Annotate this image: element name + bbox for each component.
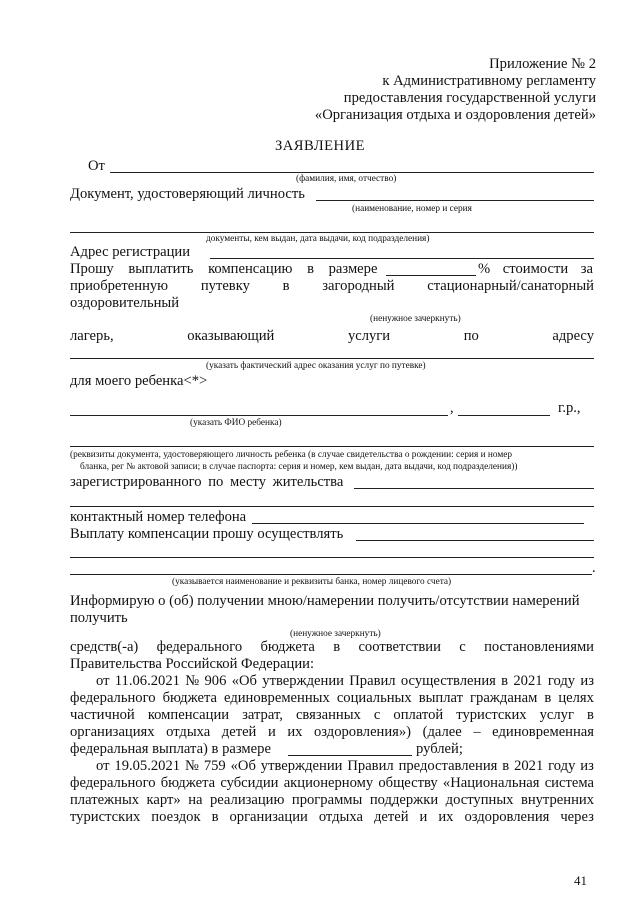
address-label: Адрес регистрации xyxy=(70,244,191,260)
word: с xyxy=(373,707,381,723)
p2-line-4 xyxy=(70,809,594,826)
word: в xyxy=(333,639,341,655)
word: с xyxy=(459,639,466,655)
word: реализацию xyxy=(209,792,285,808)
p2-line-3 xyxy=(70,792,594,809)
word: 759 xyxy=(203,758,226,774)
payment-underline-3[interactable] xyxy=(70,574,592,575)
word: их xyxy=(287,724,303,740)
amount-underline[interactable] xyxy=(288,755,412,756)
funds-line-2: Правительства Российской Федерации: xyxy=(70,656,315,672)
p1-line-3 xyxy=(70,707,594,724)
identity-doc-label: Документ, удостоверяющий личность xyxy=(70,186,305,202)
child-label: для моего ребенка<*> xyxy=(70,373,208,389)
word: единовременная xyxy=(492,724,594,740)
word: организациях xyxy=(70,724,155,740)
word: (далее xyxy=(422,724,462,740)
word: социальных xyxy=(336,690,412,706)
word: стационарный/санаторный xyxy=(427,278,594,294)
request-line-3: оздоровительный xyxy=(70,295,180,311)
appendix-service-name: «Организация отдыха и оздоровления детей» xyxy=(314,107,596,123)
identity-doc-underline[interactable] xyxy=(316,200,594,201)
payment-underline[interactable] xyxy=(356,540,594,541)
word: Правил xyxy=(349,673,396,689)
word: в xyxy=(501,673,509,689)
registered-label: зарегистрированного по месту жительства xyxy=(70,474,344,490)
word: гражданам xyxy=(470,690,538,706)
word: путевку xyxy=(200,278,250,294)
word: «Об xyxy=(230,758,256,774)
word: через xyxy=(560,809,594,825)
phone-underline[interactable] xyxy=(252,523,584,524)
word: № xyxy=(185,673,200,689)
word: бюджета xyxy=(162,690,217,706)
appendix-service: предоставления государственной услуги xyxy=(343,90,596,106)
word: «Об xyxy=(231,673,257,689)
word: – xyxy=(473,724,481,740)
word: в xyxy=(211,809,219,825)
word: акционерному xyxy=(283,775,374,791)
word: программы xyxy=(291,792,363,808)
word: внутренних xyxy=(520,792,594,808)
word: постановлениями xyxy=(484,639,594,655)
word: детей xyxy=(221,724,257,740)
word: отдыха xyxy=(318,809,363,825)
word: доступных xyxy=(445,792,514,808)
word: № xyxy=(184,758,199,774)
camp-address-underline[interactable] xyxy=(70,358,594,359)
word: от xyxy=(96,758,110,774)
p1-line-1 xyxy=(96,673,594,690)
word: система xyxy=(544,775,594,791)
word: бюджета xyxy=(260,639,315,655)
bank-hint: (указывается наименование и реквизиты банка, номер лицевого счета) xyxy=(172,577,452,587)
comma: , xyxy=(450,400,454,416)
word: платежных xyxy=(70,792,140,808)
child-name-hint: (указать ФИО ребенка) xyxy=(190,418,282,428)
registered-underline[interactable] xyxy=(354,488,594,489)
p2-line-2 xyxy=(70,775,594,792)
word: единовременных xyxy=(224,690,330,706)
word: утверждении xyxy=(260,758,343,774)
request-text-2: % стоимости за xyxy=(478,261,594,277)
strike-hint: (ненужное зачеркнуть) xyxy=(370,314,461,324)
word: от xyxy=(96,673,110,689)
word: выплат xyxy=(418,690,463,706)
word: организации xyxy=(229,809,308,825)
word: 2021 xyxy=(513,673,543,689)
word: оздоровления xyxy=(464,809,550,825)
child-birth-underline[interactable] xyxy=(458,415,550,416)
word: федерального xyxy=(156,639,243,655)
funds-line xyxy=(70,639,594,656)
phone-label: контактный номер телефона xyxy=(70,509,247,525)
word: и xyxy=(267,724,276,740)
word: карт» xyxy=(146,792,181,808)
period: . xyxy=(592,560,596,576)
document-title: ЗАЯВЛЕНИЕ xyxy=(274,138,366,154)
child-doc-hint-1: (реквизиты документа, удостоверяющего личность ребенка (в случае свидетельства о рождении: серия и номер xyxy=(70,450,512,460)
word: году xyxy=(548,758,576,774)
word: Правил xyxy=(347,758,394,774)
from-hint: (фамилия, имя, отчество) xyxy=(296,174,397,184)
word: бюджета xyxy=(160,775,216,791)
word: соответствии xyxy=(358,639,441,655)
p1-line-5b: рублей; xyxy=(416,741,463,757)
inform-line: Информирую о (об) получении мною/намерении получить/отсутствии намерений xyxy=(70,593,580,609)
word: оплатой xyxy=(393,707,444,723)
word: в xyxy=(544,690,552,706)
word: целях xyxy=(558,690,594,706)
from-label: От xyxy=(88,158,105,174)
camp-address-hint: (указать фактический адрес оказания услуг по путевке) xyxy=(206,361,426,371)
word: детей xyxy=(373,809,409,825)
p2-line-1 xyxy=(96,758,594,775)
p1-line-2 xyxy=(70,690,594,707)
word: федерального xyxy=(70,690,156,706)
word: и xyxy=(419,809,428,825)
child-name-underline[interactable] xyxy=(70,415,448,416)
identity-doc-underline-2[interactable] xyxy=(70,232,594,233)
word: услуги xyxy=(347,328,391,344)
word: утверждении xyxy=(262,673,344,689)
word: из xyxy=(580,758,594,774)
word: связанных xyxy=(295,707,361,723)
word: лагерь, xyxy=(70,328,114,344)
child-doc-hint-2: бланка, рег № актовой записи; в случае паспорта: серия и номер, кем выдан, дата выдачи, код подразделения)) xyxy=(80,462,518,472)
word: приобретенную xyxy=(70,278,169,294)
word: 11.06.2021 xyxy=(114,673,180,689)
appendix-regulation: к Административному регламенту xyxy=(382,73,596,89)
word: предоставления xyxy=(398,758,498,774)
word: частичной xyxy=(70,707,135,723)
word: из xyxy=(580,673,594,689)
request-text-1: Прошу выплатить компенсацию в размере xyxy=(70,261,378,277)
word: поездок xyxy=(151,809,201,825)
page-number: 41 xyxy=(574,873,587,888)
word: загородный xyxy=(322,278,395,294)
word: туристских xyxy=(70,809,141,825)
word: в xyxy=(587,707,594,723)
appendix-number: Приложение № 2 xyxy=(489,56,596,72)
strike-hint-2: (ненужное зачеркнуть) xyxy=(290,629,381,639)
child-doc-underline[interactable] xyxy=(70,446,594,447)
word: осуществления xyxy=(400,673,496,689)
word: «Национальная xyxy=(442,775,540,791)
request-line-2 xyxy=(70,278,594,295)
word: субсидии xyxy=(220,775,279,791)
word: обществу xyxy=(378,775,438,791)
word: году xyxy=(547,673,576,689)
p1-line-4 xyxy=(70,724,594,741)
p1-line-5a: федеральная выплата) в размере xyxy=(70,741,271,757)
word: компенсации xyxy=(147,707,230,723)
identity-doc-hint: (наименование, номер и серия xyxy=(352,204,472,214)
word: их xyxy=(438,809,454,825)
word: 2021 xyxy=(514,758,544,774)
word: туристских xyxy=(456,707,527,723)
word: на xyxy=(188,792,203,808)
word: 906 xyxy=(204,673,227,689)
word: оказывающий xyxy=(187,328,275,344)
word: 19.05.2021 xyxy=(114,758,181,774)
word: поддержки xyxy=(369,792,439,808)
word: отдыха xyxy=(166,724,211,740)
child-birth-suffix: г.р., xyxy=(558,400,581,416)
word: адресу xyxy=(552,328,594,344)
word: средств(-а) xyxy=(70,639,139,655)
word: затрат, xyxy=(242,707,283,723)
address-underline[interactable] xyxy=(210,258,594,259)
word: федерального xyxy=(70,775,156,791)
inform-line-2: получить xyxy=(70,610,128,626)
percent-underline[interactable] xyxy=(386,275,476,276)
identity-doc-hint-2: документы, кем выдан, дата выдачи, код подразделения) xyxy=(206,234,430,244)
word: в xyxy=(502,758,510,774)
word: оздоровления») xyxy=(313,724,412,740)
camp-line xyxy=(70,328,594,345)
word: по xyxy=(463,328,479,344)
word: услуг xyxy=(539,707,574,723)
word: в xyxy=(282,278,290,294)
payment-underline-2[interactable] xyxy=(70,557,594,558)
from-underline[interactable] xyxy=(110,172,594,173)
payment-label: Выплату компенсации прошу осуществлять xyxy=(70,526,344,542)
registered-underline-2[interactable] xyxy=(70,506,594,507)
